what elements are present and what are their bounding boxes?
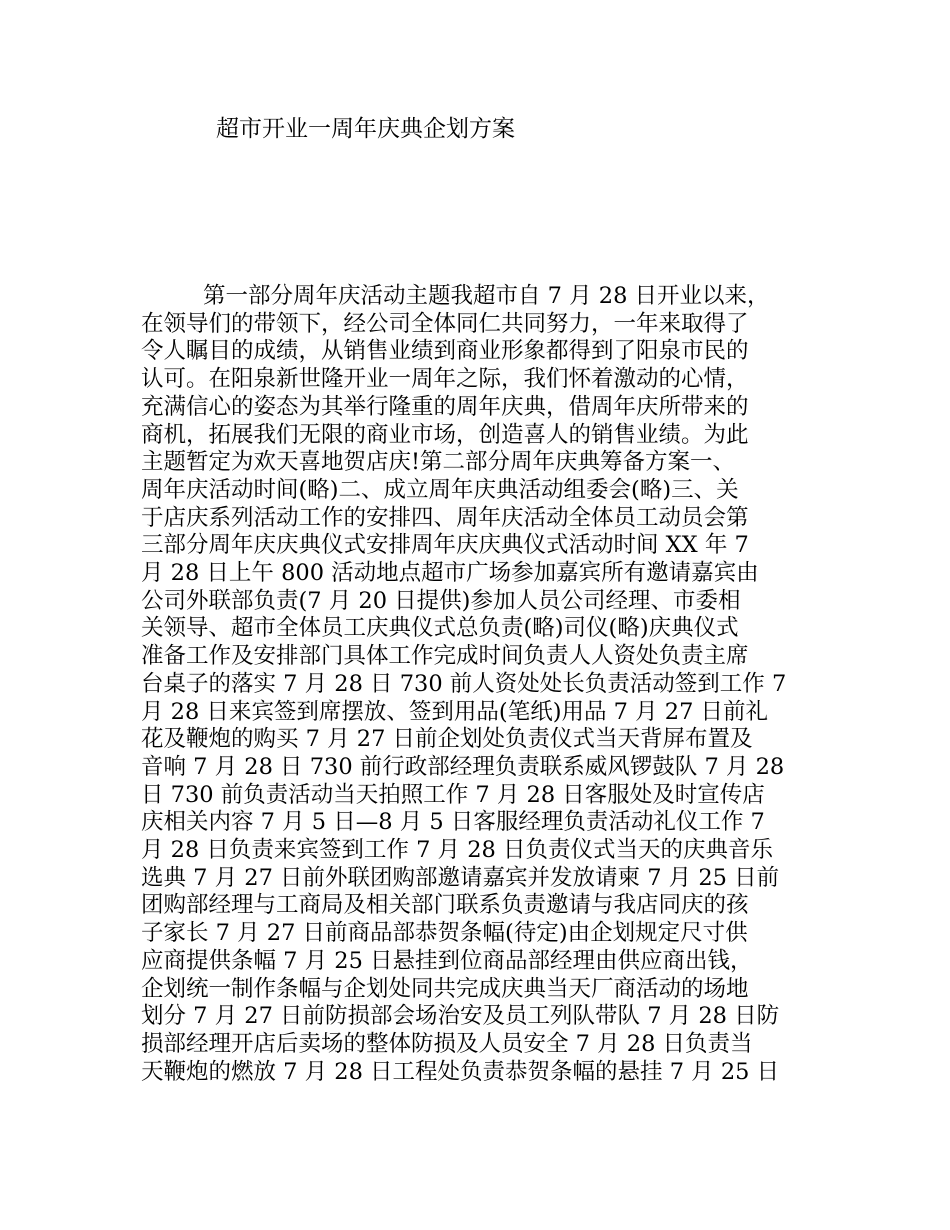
body-line: 日 730 前负责活动当天拍照工作 7 月 28 日客服处及时宣传店 xyxy=(141,781,765,808)
body-line: 子家长 7 月 27 日前商品部恭贺条幅(待定)由企划规定尺寸供 xyxy=(141,920,748,947)
body-line: 令人瞩目的成绩，从销售业绩到商业形象都得到了阳泉市民的 xyxy=(141,338,749,365)
body-line: 于店庆系列活动工作的安排四、周年庆活动全体员工动员会第 xyxy=(141,504,749,531)
body-line: 准备工作及安排部门具体工作完成时间负责人人资处负责主席 xyxy=(141,643,749,670)
body-line: 第一部分周年庆活动主题我超市自 7 月 28 日开业以来， xyxy=(203,283,770,309)
body-line: 天鞭炮的燃放 7 月 28 日工程处负责恭贺条幅的悬挂 7 月 25 日 xyxy=(141,1058,780,1085)
body-line: 花及鞭炮的购买 7 月 27 日前企划处负责仪式当天背屏布置及 xyxy=(141,726,753,753)
body-line: 企划统一制作条幅与企划处同共完成庆典当天厂商活动的场地 xyxy=(141,975,749,1002)
body-line: 音响 7 月 28 日 730 前行政部经理负责联系威风锣鼓队 7 月 28 xyxy=(141,753,785,780)
body-line: 关领导、超市全体员工庆典仪式总负责(略)司仪(略)庆典仪式 xyxy=(141,615,739,642)
document-body xyxy=(141,283,813,1086)
body-line: 认可。在阳泉新世隆开业一周年之际，我们怀着激动的心情， xyxy=(141,366,749,393)
body-line: 公司外联部负责(7 月 20 日提供)参加人员公司经理、市委相 xyxy=(141,587,741,614)
body-line: 主题暂定为欢天喜地贺店庆!第二部分周年庆典筹备方案一、 xyxy=(141,449,736,476)
body-line: 划分 7 月 27 日前防损部会场治安及员工列队带队 7 月 28 日防 xyxy=(141,1003,780,1030)
document-title: 超市开业一周年庆典企划方案 xyxy=(216,116,515,142)
body-line: 选典 7 月 27 日前外联团购部邀请嘉宾并发放请柬 7 月 25 日前 xyxy=(141,864,780,891)
body-line: 三部分周年庆庆典仪式安排周年庆庆典仪式活动时间 XX 年 7 xyxy=(141,532,749,559)
body-line: 充满信心的姿态为其举行隆重的周年庆典，借周年庆所带来的 xyxy=(141,393,749,420)
body-line: 团购部经理与工商局及相关部门联系负责邀请与我店同庆的孩 xyxy=(141,892,749,919)
body-line: 月 28 日上午 800 活动地点超市广场参加嘉宾所有邀请嘉宾由 xyxy=(141,560,759,587)
body-line: 台桌子的落实 7 月 28 日 730 前人资处处长负责活动签到工作 7 xyxy=(141,670,787,697)
body-line: 商机，拓展我们无限的商业市场，创造喜人的销售业绩。为此 xyxy=(141,421,749,448)
body-line: 在领导们的带领下，经公司全体同仁共同努力，一年来取得了 xyxy=(141,310,749,337)
body-line: 损部经理开店后卖场的整体防损及人员安全 7 月 28 日负责当 xyxy=(141,1030,753,1057)
body-line: 庆相关内容 7 月 5 日—8 月 5 日客服经理负责活动礼仪工作 7 xyxy=(141,809,765,836)
body-line: 周年庆活动时间(略)二、成立周年庆典活动组委会(略)三、关 xyxy=(141,476,739,503)
body-line: 月 28 日负责来宾签到工作 7 月 28 日负责仪式当天的庆典音乐 xyxy=(141,837,773,864)
body-line: 月 28 日来宾签到席摆放、签到用品(笔纸)用品 7 月 27 日前礼 xyxy=(141,698,769,725)
body-line: 应商提供条幅 7 月 25 日悬挂到位商品部经理由供应商出钱， xyxy=(141,947,753,974)
